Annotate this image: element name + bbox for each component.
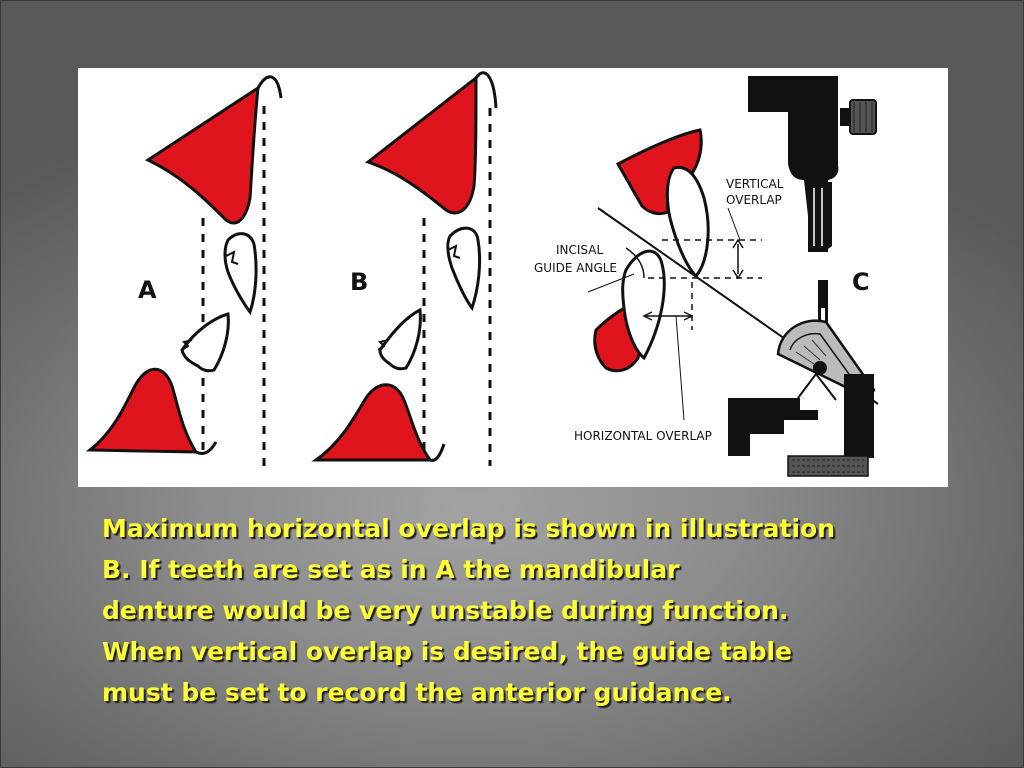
- lower-arch-b: [316, 385, 430, 460]
- lower-arch-a: [90, 369, 196, 452]
- caption-text: Maximum horizontal overlap is shown in illustration B. If teeth are set as in A the mandibular denture would be very unstable during function. When vertical overlap is desired, the guide table must be set to record the anterior guidance.: [102, 514, 836, 707]
- lower-tooth-a: [182, 314, 228, 371]
- vertical-overlap-label-line2: OVERLAP: [726, 193, 782, 207]
- articulator-lower-block: [728, 398, 818, 456]
- upper-tooth-a: [225, 234, 256, 312]
- upper-arch-b: [368, 78, 476, 213]
- upper-tooth-b: [448, 228, 480, 308]
- label-b: B: [350, 268, 369, 296]
- illustration-c: [534, 76, 878, 476]
- vertical-overlap-label-line1: VERTICAL: [726, 177, 784, 191]
- illustration-a: [90, 77, 281, 466]
- illustration-b: [316, 73, 496, 466]
- label-c: C: [852, 268, 870, 296]
- horizontal-overlap-label: HORIZONTAL OVERLAP: [574, 429, 712, 443]
- incisal-guide-angle-label-line2: GUIDE ANGLE: [534, 261, 618, 275]
- illustration-panel: [78, 68, 948, 487]
- label-a: A: [138, 276, 157, 304]
- lower-tooth-b: [380, 310, 420, 369]
- upper-arch-a: [148, 88, 258, 223]
- overlap-diagram: [78, 68, 948, 487]
- incisal-guide-angle-label-line1: INCISAL: [556, 243, 604, 257]
